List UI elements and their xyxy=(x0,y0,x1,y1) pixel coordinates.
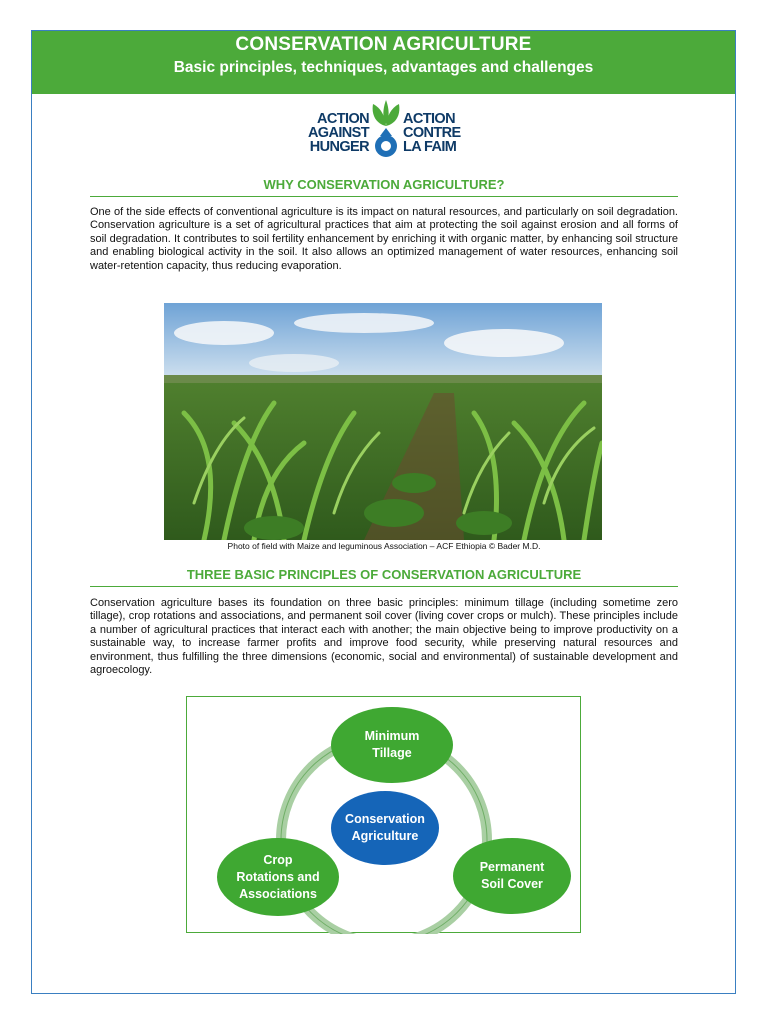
action-against-hunger-logo xyxy=(297,100,473,162)
node-center-line1: Conservation xyxy=(345,812,425,826)
section-body-why: One of the side effects of conventional agriculture is its impact on natural resources, and particularly on soil degradation. Conservation agriculture is a set of agricultural practices that aim at protecting the soil against erosion and all forms of soil degradation. It contributes to soil fertility enhancement by enriching it with organic matter, by enhancing soil structure and enabling biological activity in the soil. It also allows an optimized management of water resources, enhancing soil water-retention capacity, thus reducing evaporation. xyxy=(90,206,678,272)
node-crop-line3: Associations xyxy=(239,886,317,901)
page-title: CONSERVATION AGRICULTURE xyxy=(235,34,532,55)
node-minimum-tillage-line1: Minimum xyxy=(364,729,420,743)
section-heading-principles: THREE BASIC PRINCIPLES OF CONSERVATION AGRICULTURE xyxy=(90,567,678,587)
logo-leaf-drop-icon xyxy=(369,100,403,162)
header-banner xyxy=(32,31,735,94)
node-conservation-agriculture xyxy=(331,791,439,865)
node-crop-line1: Crop xyxy=(263,852,293,867)
node-permanent-soil-cover xyxy=(453,838,571,914)
node-soil-line1: Permanent xyxy=(479,860,545,874)
node-minimum-tillage xyxy=(331,707,453,783)
node-crop-line2: Rotations and xyxy=(236,869,320,884)
maize-field-image xyxy=(164,303,602,540)
node-soil-line2: Soil Cover xyxy=(481,877,543,891)
principles-diagram xyxy=(186,696,581,933)
logo-text-french: ACTION CONTRE LA FAIM xyxy=(403,111,461,155)
node-crop-rotations xyxy=(217,838,339,916)
photo-caption: Photo of field with Maize and leguminous Association – ACF Ethiopia © Bader M.D. xyxy=(227,541,541,551)
node-minimum-tillage-line2: Tillage xyxy=(372,746,412,760)
logo-text-english: ACTION AGAINST HUNGER xyxy=(307,111,369,155)
section-heading-why: WHY CONSERVATION AGRICULTURE? xyxy=(90,177,678,197)
node-center-line2: Agriculture xyxy=(351,829,419,843)
section-body-principles: Conservation agriculture bases its foundation on three basic principles: minimum tillage (including sometime zero tillage), crop rotations and associations, and permanent soil cover (living cover crops or mulch). These principles include a number of agricultural practices that interact each with another; the main objective being to improve productivity on a sustainable way, to increase farmer profits and improve food security, while preserving natural resources and environment, thus fulfilling the three dimensions (economic, social and environmental) of sustainable development and agroecology. xyxy=(90,597,678,677)
field-photo xyxy=(164,303,602,540)
page-subtitle: Basic principles, techniques, advantages and challenges xyxy=(173,59,594,76)
